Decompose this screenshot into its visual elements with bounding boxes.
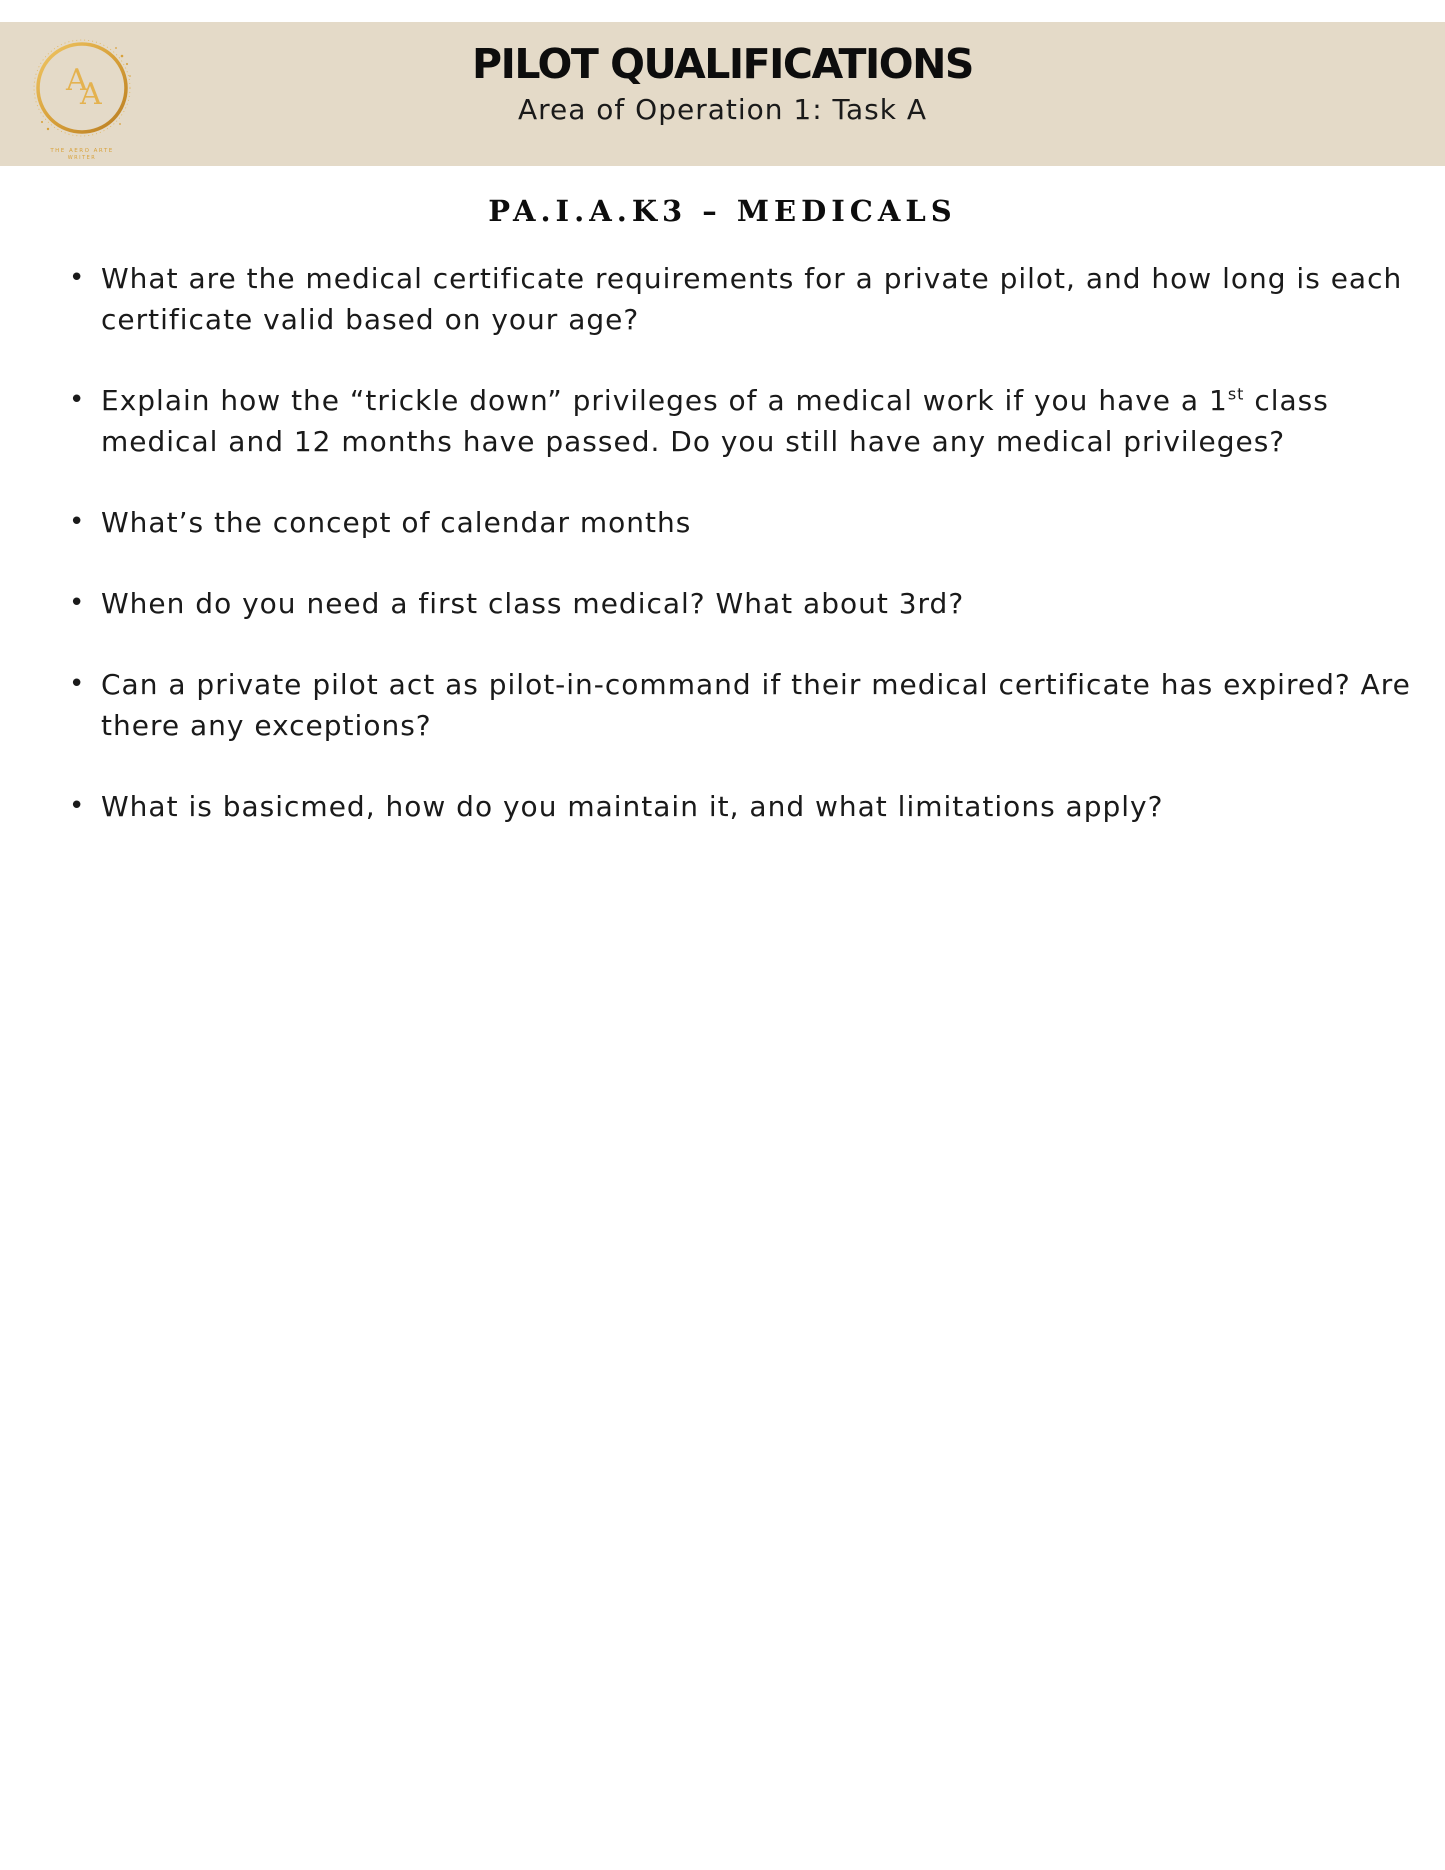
bullet-icon: • (69, 588, 86, 618)
bullet-icon: • (69, 669, 86, 699)
question-text-after: class medical and 12 months have passed. Do you still have any medical privileges? (101, 384, 1329, 458)
question-item (66, 380, 1426, 462)
logo-tagline-2: WRITER (67, 155, 97, 160)
logo-monogram-a2: A (80, 77, 102, 112)
question-text-before: Explain how the “trickle down” privileges of a medical work if you have a 1 (101, 384, 1228, 417)
header-band (0, 22, 1445, 166)
page-subtitle: Area of Operation 1: Task A (517, 93, 928, 126)
bullet-icon: • (69, 791, 86, 821)
section-heading: PA.I.A.K3 – MEDICALS (488, 194, 957, 228)
bullet-icon: • (69, 507, 86, 537)
bullet-icon: • (69, 263, 86, 293)
question-text: What’s the concept of calendar months (101, 506, 692, 539)
question-item (66, 786, 1426, 827)
question-text: Can a private pilot act as pilot-in-command if their medical certificate has expired? Are there any exceptions? (101, 668, 1411, 742)
question-item (66, 502, 1426, 543)
question-list (66, 258, 1426, 867)
ordinal-superscript: st (1227, 384, 1245, 404)
logo-monogram-a1: A (66, 63, 88, 98)
question-item (66, 258, 1426, 340)
question-item (66, 664, 1426, 746)
question-text: What is basicmed, how do you maintain it, and what limitations apply? (101, 790, 1164, 823)
question-item (66, 583, 1426, 624)
page-title: PILOT QUALIFICATIONS (472, 40, 973, 88)
question-text: When do you need a first class medical? What about 3rd? (101, 587, 965, 620)
bullet-icon: • (69, 385, 86, 415)
question-text (101, 384, 1329, 458)
logo-tagline-1: THE AERO ARTE (50, 148, 114, 154)
question-text: What are the medical certificate requirements for a private pilot, and how long is each certificate valid based on your age? (101, 262, 1403, 336)
